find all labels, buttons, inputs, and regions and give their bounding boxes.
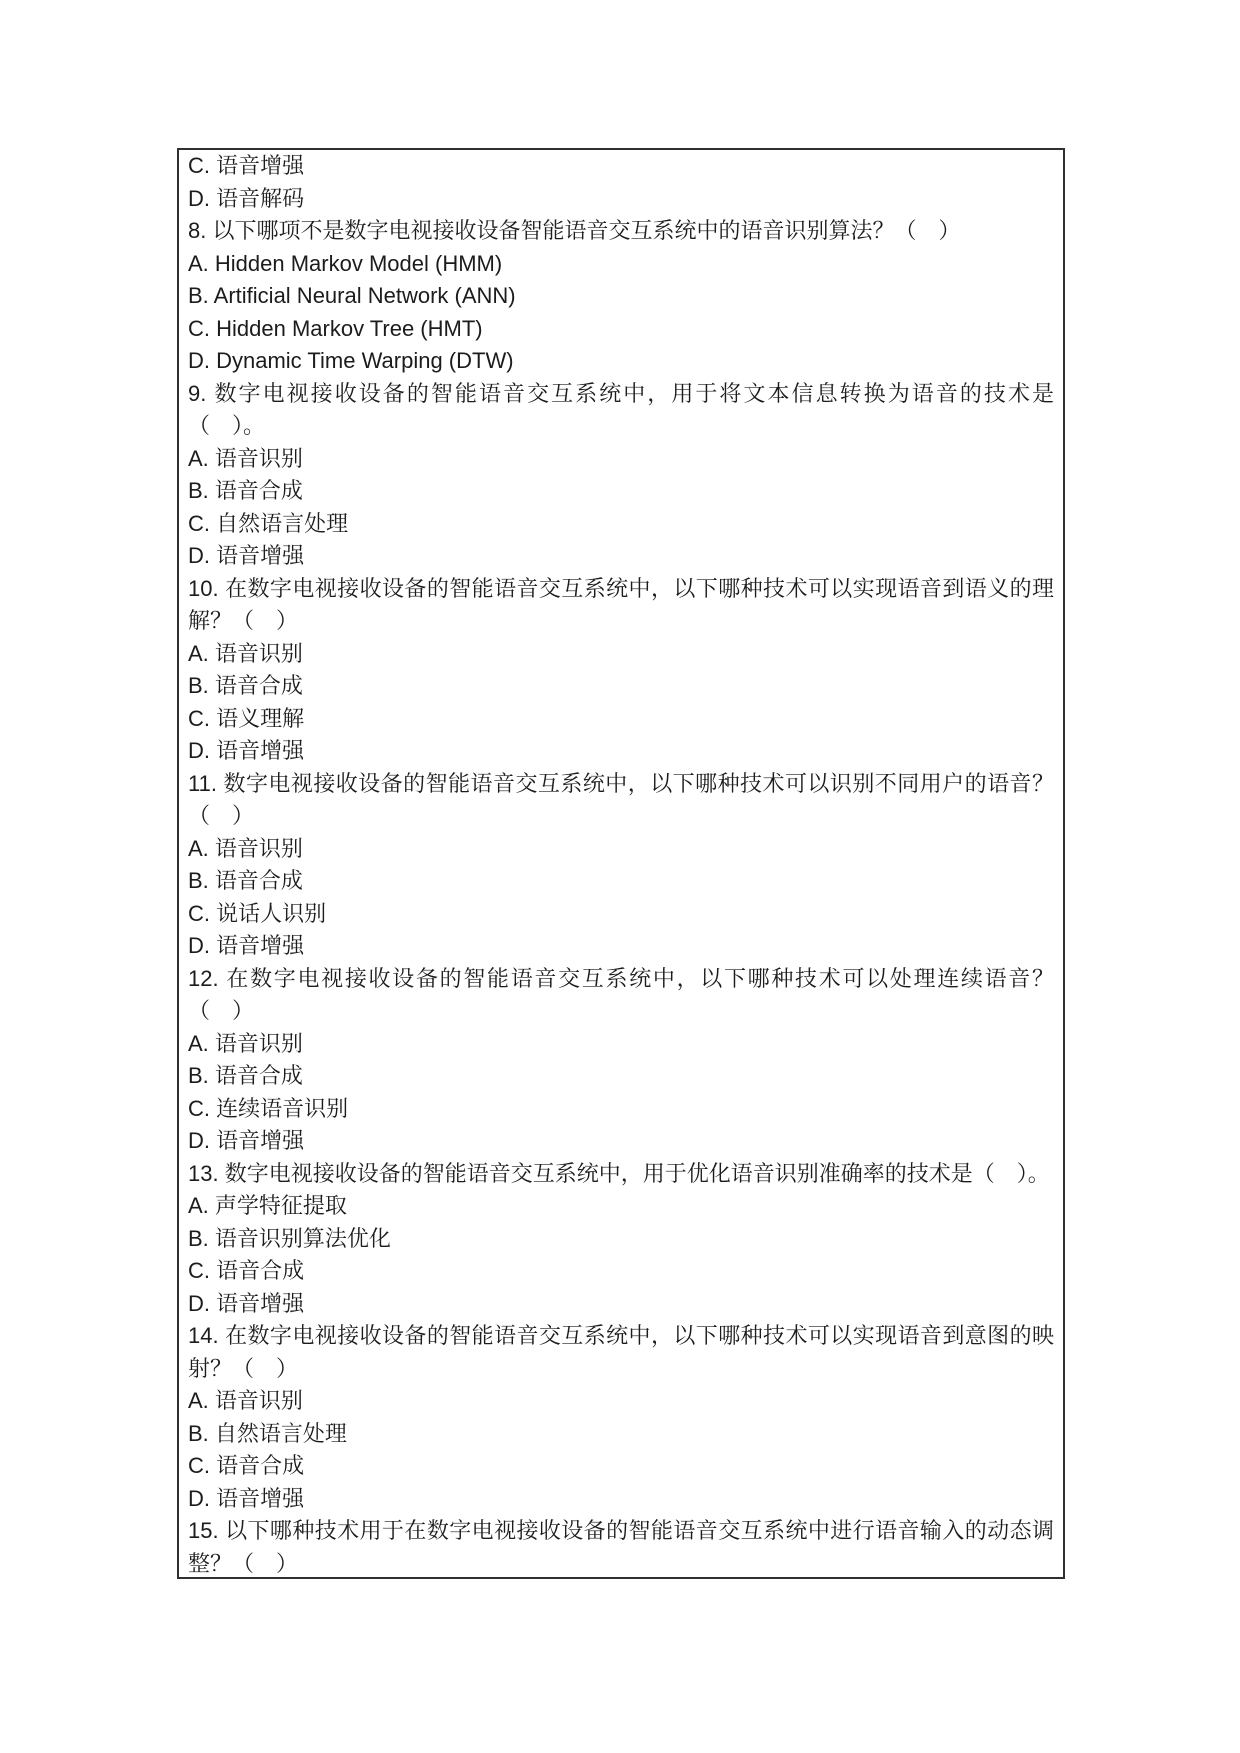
option-line: D. Dynamic Time Warping (DTW) — [188, 348, 514, 373]
question-line: 8. 以下哪项不是数字电视接收设备智能语音交互系统中的语音识别算法？（ ） — [188, 218, 961, 243]
option-line: C. Hidden Markov Tree (HMT) — [188, 315, 483, 341]
option-line: A. 语音识别 — [188, 835, 303, 861]
option-line: A. 声学特征提取 — [188, 1193, 347, 1218]
option-line: D. 语音增强 — [188, 1290, 305, 1316]
option-line: C. 说话人识别 — [188, 900, 327, 926]
question-wrap-line: （ ）。 — [188, 413, 266, 438]
option-line: C. 语音合成 — [188, 1258, 305, 1283]
option-line: B. 自然语言处理 — [188, 1420, 347, 1446]
question-line: 12. 在数字电视接收设备的智能语音交互系统中，以下哪种技术可以处理连续语音？ — [188, 965, 1054, 991]
option-line: D. 语音解码 — [188, 185, 305, 211]
option-line: D. 语音增强 — [188, 543, 305, 568]
document-lines — [188, 150, 1054, 1579]
question-wrap-line: 解？（ ） — [188, 608, 299, 633]
option-line: D. 语音增强 — [188, 738, 305, 763]
option-line: B. 语音合成 — [188, 478, 303, 503]
option-line: A. 语音识别 — [188, 1388, 303, 1413]
option-line: A. 语音识别 — [188, 445, 303, 471]
option-line: C. 自然语言处理 — [188, 510, 349, 536]
question-line: 14. 在数字电视接收设备的智能语音交互系统中，以下哪种技术可以实现语音到意图的映 — [188, 1323, 1054, 1348]
question-wrap-line: （ ） — [188, 998, 255, 1023]
question-wrap-line: 射？（ ） — [188, 1355, 299, 1381]
option-line: C. 语音合成 — [188, 1453, 305, 1478]
question-line: 13. 数字电视接收设备的智能语音交互系统中，用于优化语音识别准确率的技术是（ ）。 — [188, 1160, 1050, 1186]
option-line: A. 语音识别 — [188, 640, 303, 666]
option-line: B. 语音合成 — [188, 673, 303, 698]
question-line: 9. 数字电视接收设备的智能语音交互系统中，用于将文本信息转换为语音的技术是 — [188, 380, 1054, 406]
question-line: 15. 以下哪种技术用于在数字电视接收设备的智能语音交互系统中进行语音输入的动态调 — [188, 1518, 1054, 1543]
option-line: B. 语音合成 — [188, 1063, 303, 1088]
option-line: D. 语音增强 — [188, 1485, 305, 1511]
option-line: C. 语义理解 — [188, 705, 305, 731]
option-line: A. Hidden Markov Model (HMM) — [188, 250, 503, 276]
option-line: D. 语音增强 — [188, 933, 305, 958]
question-line: 10. 在数字电视接收设备的智能语音交互系统中，以下哪种技术可以实现语音到语义的理 — [188, 575, 1054, 601]
option-line: A. 语音识别 — [188, 1030, 303, 1056]
question-wrap-line: 整？（ ） — [188, 1550, 299, 1576]
question-wrap-line: （ ） — [188, 803, 255, 828]
question-line: 11. 数字电视接收设备的智能语音交互系统中，以下哪种技术可以识别不同用户的语音？ — [188, 770, 1054, 796]
option-line: D. 语音增强 — [188, 1128, 305, 1153]
option-line: C. 语音增强 — [188, 153, 305, 178]
exam-text-box — [177, 148, 1065, 1579]
option-line: C. 连续语音识别 — [188, 1095, 349, 1121]
option-line: B. 语音识别算法优化 — [188, 1225, 391, 1251]
option-line: B. 语音合成 — [188, 868, 303, 893]
option-line: B. Artificial Neural Network (ANN) — [188, 283, 516, 308]
